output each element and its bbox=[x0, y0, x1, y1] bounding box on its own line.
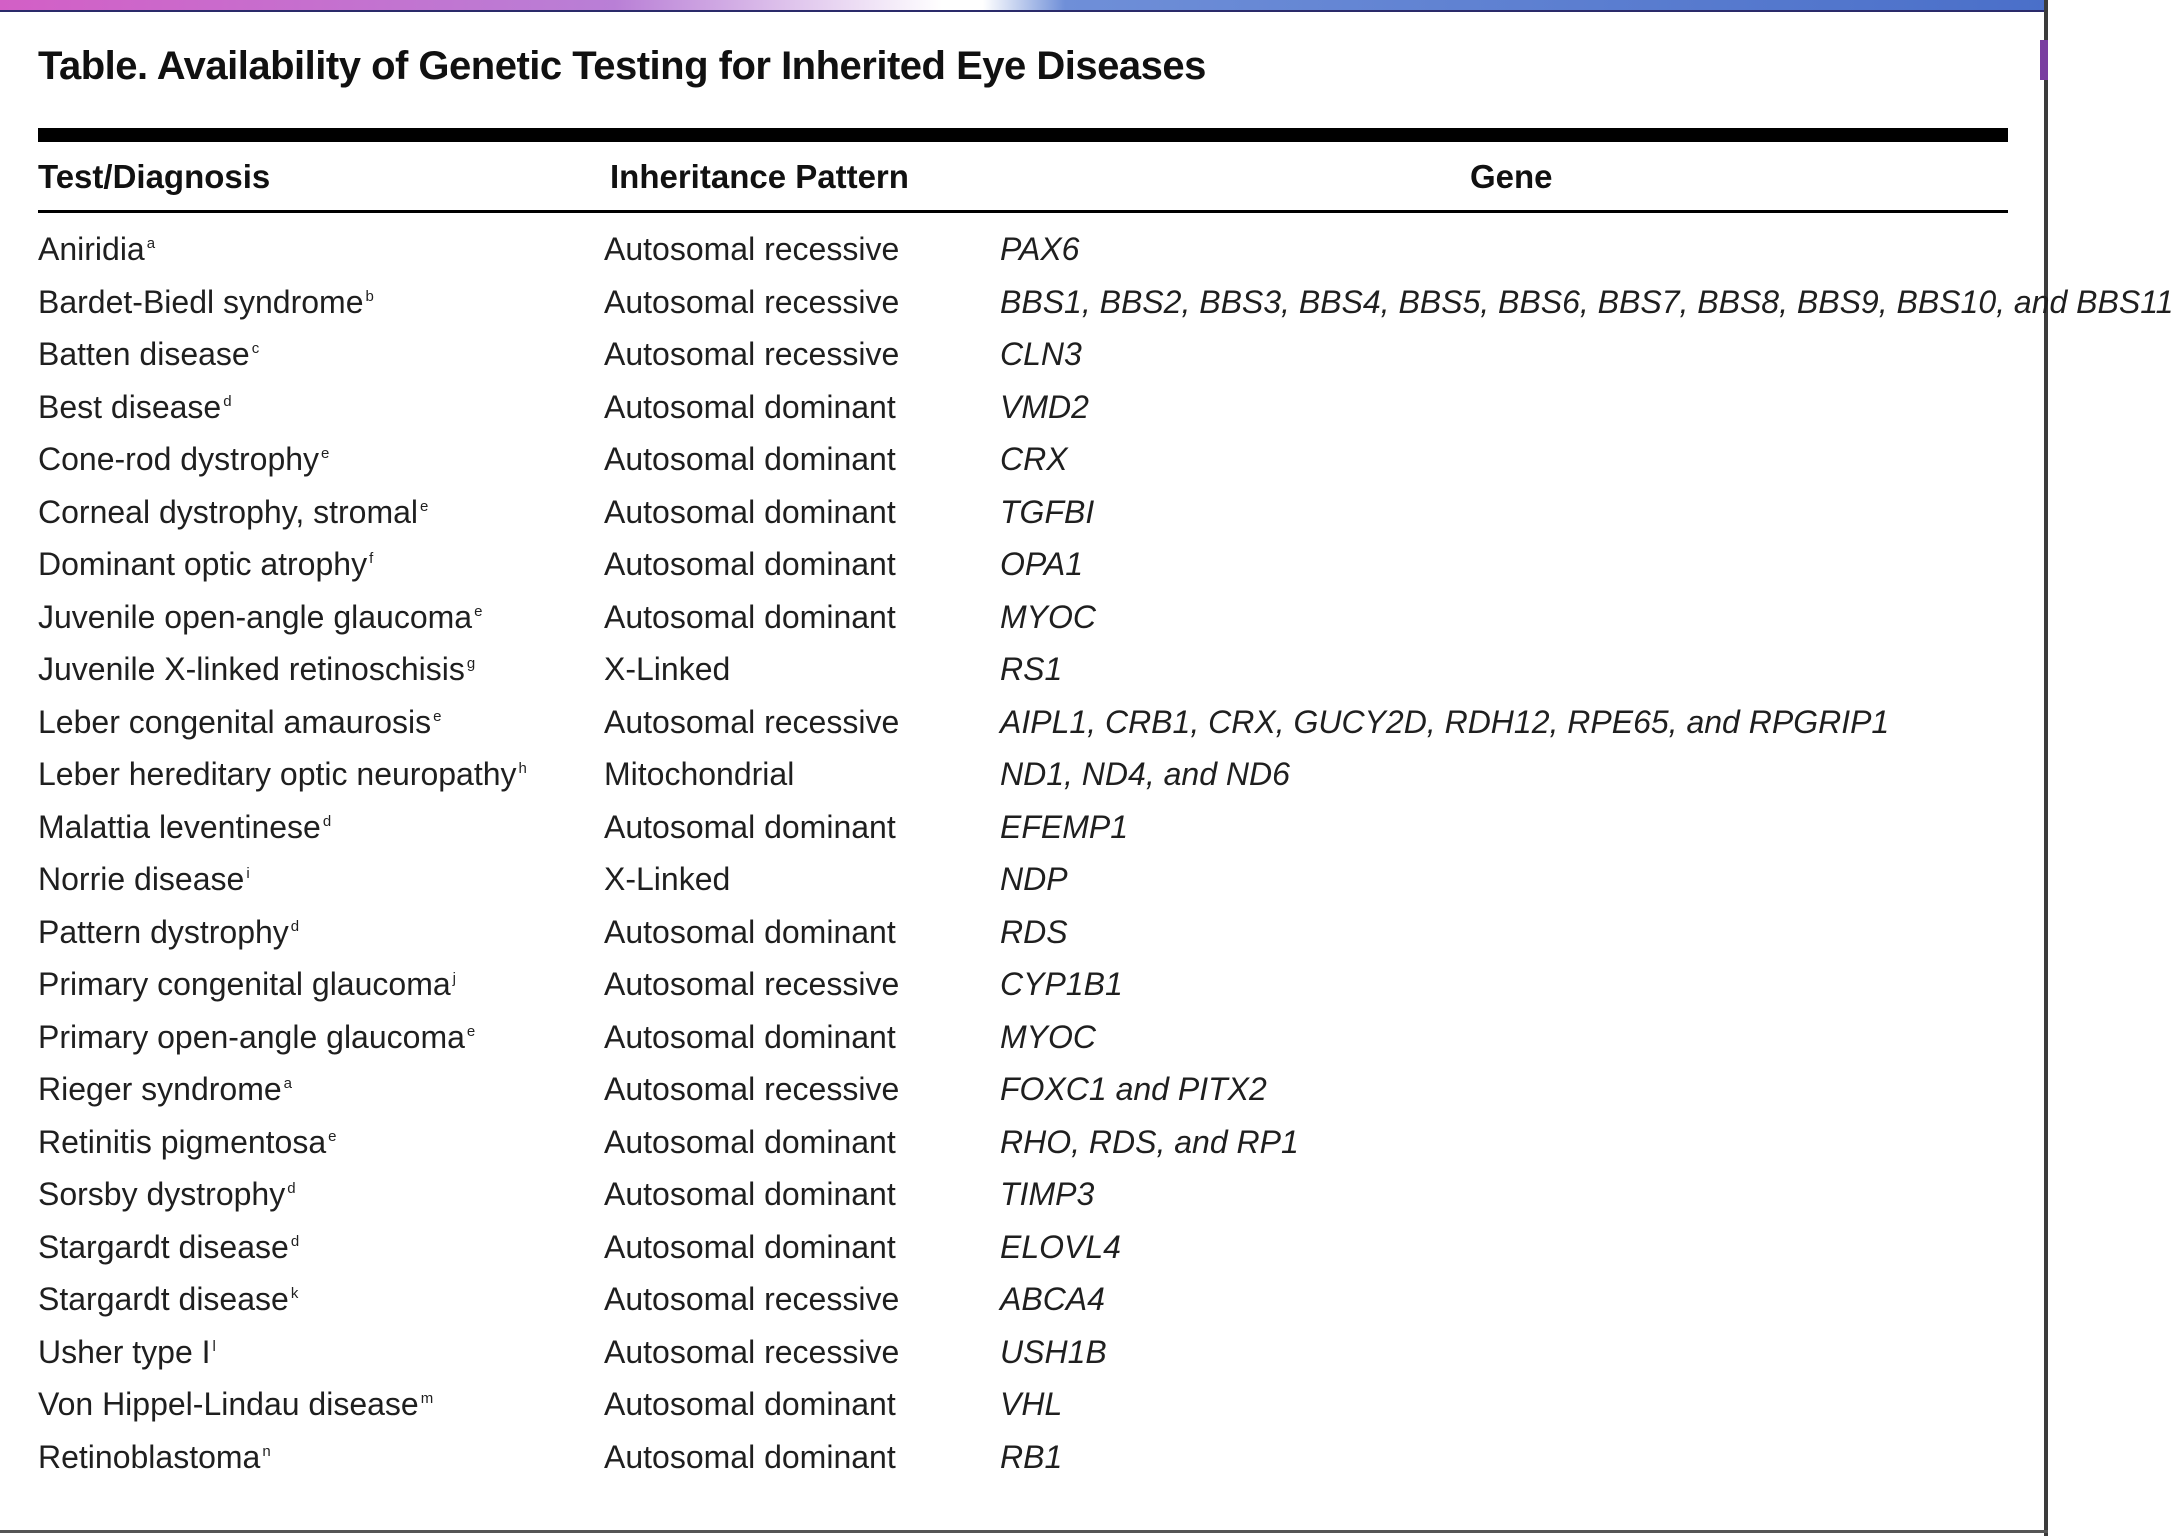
gene-cell: VHL bbox=[1000, 1386, 1063, 1422]
gene-cell: ELOVL4 bbox=[1000, 1228, 1121, 1265]
footnote-marker: d bbox=[290, 1232, 300, 1250]
inheritance-cell: Autosomal recessive bbox=[604, 336, 900, 372]
table-row bbox=[0, 1433, 2048, 1486]
footnote-marker: d bbox=[287, 1180, 296, 1198]
gene-cell: USH1B bbox=[1000, 1333, 1107, 1370]
inheritance-cell: Autosomal dominant bbox=[604, 1386, 896, 1422]
table-row bbox=[0, 1013, 2048, 1066]
inheritance-cell: Autosomal dominant bbox=[604, 598, 896, 635]
diagnosis-cell bbox=[38, 284, 374, 321]
gene-cell: RS1 bbox=[1000, 651, 1063, 687]
header-gene: Gene bbox=[1470, 158, 1553, 195]
gene-cell: OPA1 bbox=[1000, 546, 1083, 582]
table-row bbox=[0, 803, 2048, 856]
diagnosis-text: Best disease bbox=[38, 388, 222, 425]
diagnosis-text: Stargardt disease bbox=[38, 1228, 289, 1265]
diagnosis-cell bbox=[38, 809, 331, 846]
diagnosis-text: Leber congenital amaurosis bbox=[38, 703, 432, 740]
footnote-marker: a bbox=[283, 1075, 292, 1093]
gene-cell: TIMP3 bbox=[1000, 1176, 1095, 1212]
table-title: Table. Availability of Genetic Testing for Inherited Eye Diseases bbox=[38, 44, 1206, 88]
inheritance-cell: Autosomal dominant bbox=[604, 388, 896, 425]
gene-cell: CRX bbox=[1000, 441, 1068, 477]
footnote-marker: g bbox=[466, 655, 476, 673]
diagnosis-cell bbox=[38, 1019, 475, 1056]
table-row bbox=[0, 488, 2048, 541]
diagnosis-text: Bardet-Biedl syndrome bbox=[38, 283, 364, 320]
diagnosis-text: Juvenile X-linked retinoschisis bbox=[38, 651, 465, 687]
inheritance-cell: X-Linked bbox=[604, 651, 731, 687]
diagnosis-cell bbox=[38, 1176, 296, 1213]
inheritance-cell: Autosomal dominant bbox=[604, 546, 896, 582]
diagnosis-cell bbox=[38, 1124, 336, 1161]
gene-cell: NDP bbox=[1000, 861, 1068, 897]
diagnosis-text: Cone-rod dystrophy bbox=[38, 441, 320, 477]
table-row bbox=[0, 540, 2048, 593]
diagnosis-cell bbox=[38, 546, 373, 583]
diagnosis-cell bbox=[38, 599, 482, 636]
diagnosis-text: Leber hereditary optic neuropathy bbox=[38, 756, 517, 792]
gene-cell: RDS bbox=[1000, 913, 1068, 950]
table-row bbox=[0, 225, 2048, 278]
gene-cell: MYOC bbox=[1000, 598, 1096, 635]
inheritance-cell: Autosomal dominant bbox=[604, 1176, 896, 1212]
diagnosis-text: Juvenile open-angle glaucoma bbox=[38, 598, 473, 635]
footnote-marker: a bbox=[146, 235, 156, 253]
inheritance-cell: Autosomal recessive bbox=[604, 966, 900, 1002]
diagnosis-text: Retinitis pigmentosa bbox=[38, 1123, 327, 1160]
gene-cell: ND1, ND4, and ND6 bbox=[1000, 756, 1290, 792]
diagnosis-text: Primary congenital glaucoma bbox=[38, 966, 451, 1002]
inheritance-cell: Autosomal dominant bbox=[604, 1018, 896, 1055]
table-row bbox=[0, 1170, 2048, 1223]
gene-cell: CYP1B1 bbox=[1000, 966, 1123, 1002]
diagnosis-text: Norrie disease bbox=[38, 861, 245, 897]
table-row bbox=[0, 435, 2048, 488]
diagnosis-cell bbox=[38, 1386, 433, 1423]
inheritance-cell: Autosomal dominant bbox=[604, 1228, 896, 1265]
diagnosis-text: Stargardt disease bbox=[38, 1281, 289, 1317]
diagnosis-text: Primary open-angle glaucoma bbox=[38, 1018, 465, 1055]
gene-cell: RHO, RDS, and RP1 bbox=[1000, 1123, 1299, 1160]
table-row bbox=[0, 908, 2048, 961]
diagnosis-cell bbox=[38, 704, 441, 741]
inheritance-cell: Autosomal recessive bbox=[604, 703, 900, 740]
gene-cell: RB1 bbox=[1000, 1438, 1063, 1475]
table-top-rule bbox=[38, 128, 2008, 142]
header-rule bbox=[38, 210, 2008, 213]
table-row bbox=[0, 750, 2048, 803]
footnote-marker: e bbox=[474, 602, 483, 620]
gene-cell: EFEMP1 bbox=[1000, 808, 1129, 845]
footnote-marker: j bbox=[452, 970, 456, 988]
inheritance-cell: Autosomal dominant bbox=[604, 808, 896, 845]
table-row bbox=[0, 1118, 2048, 1171]
diagnosis-cell bbox=[38, 966, 456, 1003]
diagnosis-cell bbox=[38, 756, 527, 793]
footnote-marker: h bbox=[518, 760, 527, 778]
diagnosis-cell bbox=[38, 914, 299, 951]
diagnosis-text: Batten disease bbox=[38, 336, 250, 372]
diagnosis-text: Rieger syndrome bbox=[38, 1071, 282, 1107]
footnote-marker: e bbox=[466, 1022, 476, 1040]
inheritance-cell: Autosomal recessive bbox=[604, 1281, 900, 1317]
inheritance-cell: Mitochondrial bbox=[604, 756, 795, 792]
inheritance-cell: Autosomal dominant bbox=[604, 441, 896, 477]
diagnosis-text: Corneal dystrophy, stromal bbox=[38, 493, 418, 530]
diagnosis-cell bbox=[38, 441, 329, 478]
inheritance-cell: Autosomal dominant bbox=[604, 1438, 896, 1475]
diagnosis-cell bbox=[38, 494, 428, 531]
table-row bbox=[0, 1380, 2048, 1433]
inheritance-cell: X-Linked bbox=[604, 861, 731, 897]
inheritance-cell: Autosomal recessive bbox=[604, 231, 900, 267]
header-test-diagnosis: Test/Diagnosis bbox=[38, 158, 271, 195]
diagnosis-cell bbox=[38, 1439, 271, 1476]
footnote-marker: l bbox=[212, 1337, 216, 1355]
gene-cell: PAX6 bbox=[1000, 231, 1080, 267]
footnote-marker: e bbox=[420, 497, 429, 515]
diagnosis-text: Sorsby dystrophy bbox=[38, 1176, 286, 1212]
table-row bbox=[0, 855, 2048, 908]
gene-cell: CLN3 bbox=[1000, 336, 1082, 372]
bottom-border bbox=[0, 1530, 2048, 1533]
table-row bbox=[0, 1223, 2048, 1276]
right-edge-marker bbox=[2040, 40, 2048, 80]
inheritance-cell: Autosomal recessive bbox=[604, 283, 900, 320]
table-row bbox=[0, 960, 2048, 1013]
footnote-marker: m bbox=[420, 1390, 434, 1408]
footnote-marker: d bbox=[290, 917, 300, 935]
footnote-marker: d bbox=[322, 812, 332, 830]
diagnosis-text: Malattia leventinese bbox=[38, 808, 321, 845]
top-accent-bar bbox=[0, 0, 2048, 10]
diagnosis-cell bbox=[38, 231, 155, 268]
footnote-marker: b bbox=[365, 287, 374, 305]
inheritance-cell: Autosomal dominant bbox=[604, 1123, 896, 1160]
diagnosis-cell bbox=[38, 389, 232, 426]
inheritance-cell: Autosomal recessive bbox=[604, 1071, 900, 1107]
footnote-marker: e bbox=[328, 1127, 337, 1145]
gene-cell: BBS1, BBS2, BBS3, BBS4, BBS5, BBS6, BBS7, BBS8, BBS9, BBS10, and BBS11 bbox=[1000, 283, 2173, 320]
table-row bbox=[0, 1065, 2048, 1118]
top-divider bbox=[0, 10, 2048, 12]
diagnosis-cell bbox=[38, 1229, 299, 1266]
footnote-marker: i bbox=[246, 865, 250, 883]
diagnosis-cell bbox=[38, 336, 259, 373]
table-row bbox=[0, 1328, 2048, 1381]
table-row bbox=[0, 593, 2048, 646]
diagnosis-text: Pattern dystrophy bbox=[38, 913, 289, 950]
footnote-marker: d bbox=[223, 392, 232, 410]
table-row bbox=[0, 645, 2048, 698]
table-row bbox=[0, 330, 2048, 383]
diagnosis-text: Von Hippel-Lindau disease bbox=[38, 1386, 419, 1422]
diagnosis-text: Retinoblastoma bbox=[38, 1438, 261, 1475]
table-row bbox=[0, 1275, 2048, 1328]
diagnosis-cell bbox=[38, 1071, 292, 1108]
gene-cell: VMD2 bbox=[1000, 388, 1089, 425]
diagnosis-text: Aniridia bbox=[38, 231, 145, 267]
diagnosis-cell bbox=[38, 861, 250, 898]
footnote-marker: k bbox=[290, 1285, 299, 1303]
inheritance-cell: Autosomal dominant bbox=[604, 493, 896, 530]
diagnosis-cell bbox=[38, 1281, 298, 1318]
table-row bbox=[0, 278, 2173, 331]
footnote-marker: n bbox=[262, 1442, 271, 1460]
diagnosis-text: Dominant optic atrophy bbox=[38, 546, 368, 582]
gene-cell: AIPL1, CRB1, CRX, GUCY2D, RDH12, RPE65, and RPGRIP1 bbox=[1000, 703, 1890, 740]
gene-cell: ABCA4 bbox=[1000, 1281, 1105, 1317]
gene-cell: TGFBI bbox=[1000, 493, 1095, 530]
gene-cell: FOXC1 and PITX2 bbox=[1000, 1071, 1267, 1107]
diagnosis-text: Usher type I bbox=[38, 1333, 211, 1370]
table-body bbox=[0, 225, 2173, 1485]
inheritance-cell: Autosomal recessive bbox=[604, 1333, 900, 1370]
footnote-marker: f bbox=[369, 550, 374, 568]
footnote-marker: e bbox=[433, 707, 442, 725]
header-inheritance-pattern: Inheritance Pattern bbox=[610, 158, 909, 195]
gene-cell: MYOC bbox=[1000, 1018, 1096, 1055]
table-row bbox=[0, 383, 2048, 436]
table-row bbox=[0, 698, 2048, 751]
diagnosis-cell bbox=[38, 651, 475, 688]
footnote-marker: c bbox=[251, 340, 260, 358]
footnote-marker: e bbox=[321, 445, 330, 463]
inheritance-cell: Autosomal dominant bbox=[604, 913, 896, 950]
diagnosis-cell bbox=[38, 1334, 216, 1371]
